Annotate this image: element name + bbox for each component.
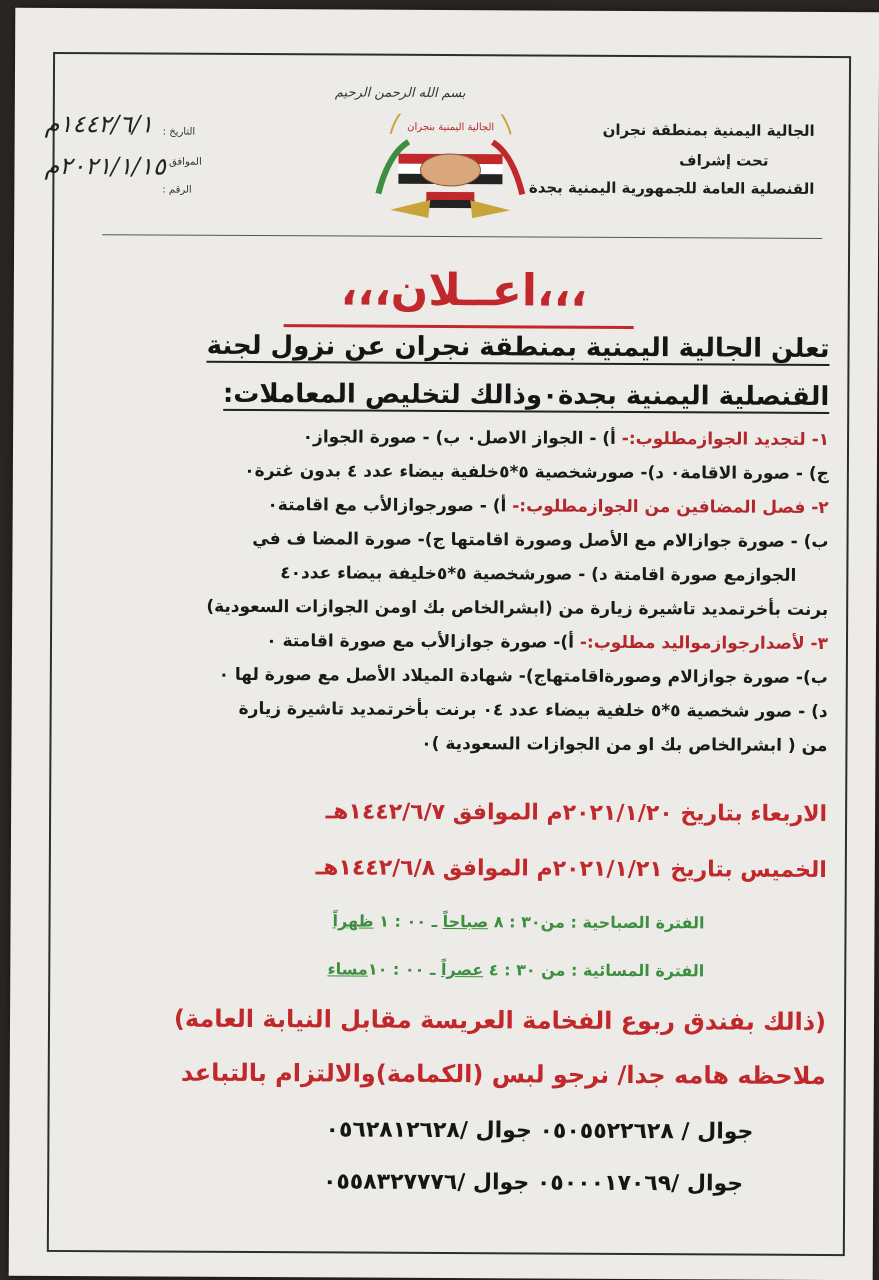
requirement-line: ج) - صورة الاقامة٠ د)- صورشخصية ٥*٥خلفية بيضاء عدد ٤ بدون غترة٠ — [244, 460, 829, 485]
requirement-line: برنت بأخرتمديد تاشيرة زيارة من (ابشرالخاص بك اومن الجوازات السعودية) — [206, 596, 829, 621]
requirement-line: د) - صور شخصية ٥*٥ خلفية بيضاء عدد ٠٤ برنت بأخرتمديد تاشيرة زيارة — [238, 698, 828, 723]
community-logo — [370, 114, 531, 223]
date-thursday: الخميس بتاريخ ٢٠٢١/١/٢١م الموافق ١٤٤٢/٦/٨هـ — [315, 855, 827, 884]
intro-line-2: القنصلية اليمنية بجدة٠وذالك لتخليص المعاملات: — [222, 378, 830, 413]
agreed-label: الموافق : — [162, 156, 202, 168]
paper-sheet — [9, 8, 879, 1280]
basmala: بسم الله الرحمن الرحيم — [334, 85, 466, 102]
org-name: الجالية اليمنية بمنطقة نجران — [602, 120, 815, 140]
date-wednesday: الاربعاء بتاريخ ٢٠٢١/١/٢٠م الموافق ١٤٤٢/٦/٧هـ — [325, 799, 828, 828]
logo-text: الجالية اليمنية بنجران — [407, 121, 495, 134]
morning-period: الفترة الصباحية : من٣٠ : ٨ صباحاً ـ ٠٠ : ١ ظهراً — [332, 911, 705, 933]
important-note: ملاحظه هامه جدا/ نرجو لبس (الكمامة)والالتزام بالتباعد — [180, 1058, 826, 1091]
intro-line-1: تعلن الجالية اليمنية بمنطقة نجران عن نزول لجنة — [206, 330, 830, 365]
requirement-line: من ( ابشرالخاص بك او من الجوازات السعودية )٠ — [421, 733, 828, 757]
requirement-line: الجوازمع صورة اقامتة د) - صورشخصية ٥*٥خليفة بيضاء عدد٤٠ — [280, 563, 797, 586]
requirement-line: ب)- صورة جوازالام وصورةاقامتهاج)- شهادة الميلاد الأصل مع صورة لها ٠ — [218, 664, 828, 689]
phone-row: جوال / ٠٥٠٥٥٢٢٦٢٨ جوال /٠٥٦٢٨١٢٦٢٨ — [325, 1117, 754, 1145]
requirement-line: ١- لتجديد الجوازمطلوب:- أ) - الجواز الاصل٠ ب) - صورة الجواز٠ — [302, 427, 830, 451]
announcement-title: ،،،اعــلان،،، — [340, 264, 588, 317]
org-consulate: القنصلية العامة للجمهورية اليمنية بجدة — [528, 178, 815, 198]
org-supervision: تحت إشراف — [679, 151, 769, 170]
requirement-line: ٢- فصل المضافين من الجوازمطلوب:- أ) - صورجوازالأب مع اقامتة٠ — [267, 495, 829, 519]
date-label: التاريخ : — [162, 126, 196, 138]
requirement-line: ٣- لأصدارجوازمواليد مطلوب:- أ)- صورة جوازالأب مع صورة اقامتة ٠ — [266, 631, 829, 655]
requirement-line: ب) - صورة جوازالام مع الأصل وصورة اقامتها ج)- صورة المضا ف في — [252, 528, 829, 553]
phone-row: جوال /٠٥٠٠٠١٧٠٦٩ جوال /٠٥٥٨٣٢٧٧٧٦ — [322, 1169, 744, 1197]
number-label: الرقم : — [162, 184, 192, 196]
evening-period: الفترة المسائية : من ٣٠ : ٤ عصراً ـ ٠٠ : ١٠مساء — [327, 959, 705, 981]
handwritten-hijri-date: ١٤٤٢/٦/١م — [44, 109, 154, 139]
handwritten-gregorian-date: ٢٠٢١/١/١٥م — [44, 151, 166, 181]
venue-line: (ذالك بفندق ربوع الفخامة العريسة مقابل النيابة العامة) — [173, 1004, 827, 1037]
